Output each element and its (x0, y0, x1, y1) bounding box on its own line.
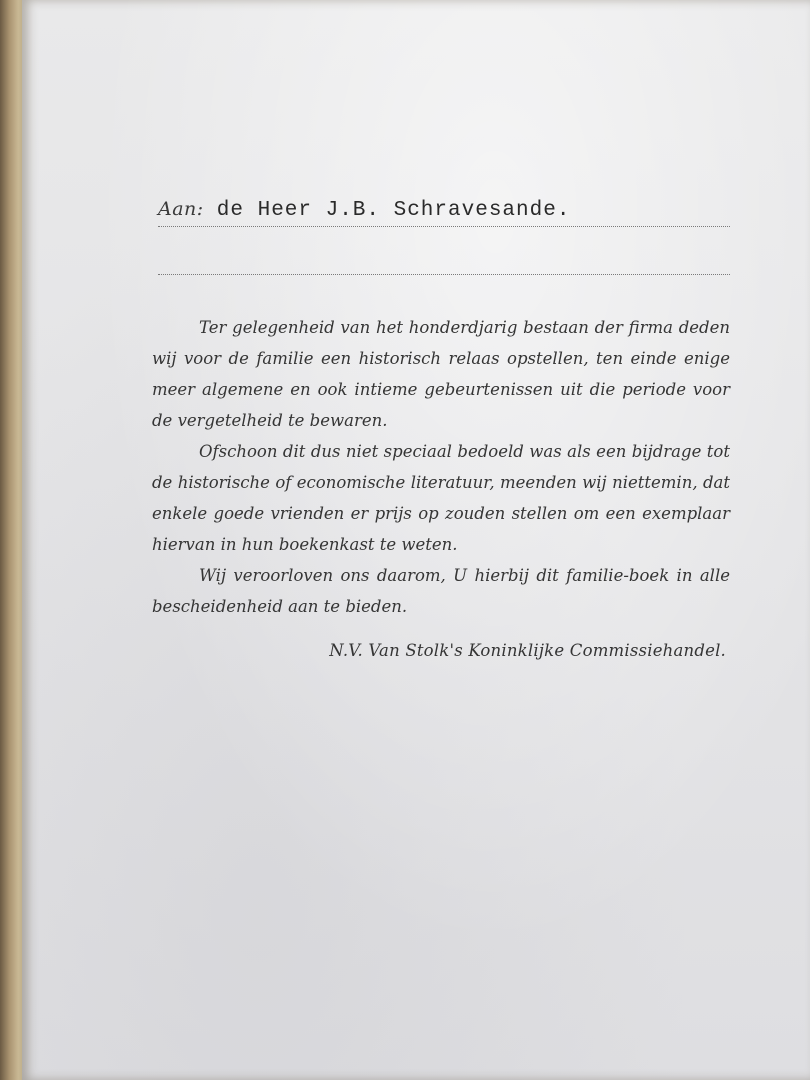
address-line (158, 198, 730, 227)
paragraph-3: Wij veroorloven ons daarom, U hierbij dit familie-boek in alle bescheidenheid aan te bieden. (152, 566, 730, 616)
recipient-name: de Heer J.B. Schravesande. (216, 199, 571, 222)
address-prefix: Aan: (158, 198, 204, 220)
paragraph-2: Ofschoon dit dus niet speciaal bedoeld was als een bijdrage tot de historische of economische literatuur, meenden wij niettemin, dat enkele goede vrienden er prijs op zouden stellen om een exemplaar hiervan in hun boekenkast te weten. (152, 442, 730, 554)
signature: N.V. Van Stolk's Koninklijke Commissiehandel. (329, 641, 726, 660)
letter-page (22, 0, 810, 1080)
letter-body (152, 312, 730, 622)
address-second-line (158, 252, 730, 275)
paragraph-1: Ter gelegenheid van het honderdjarig bestaan der firma deden wij voor de familie een historisch relaas opstellen, ten einde enige meer algemene en ook intieme gebeurtenissen uit die periode voor de vergetelheid te bewaren. (152, 318, 730, 430)
